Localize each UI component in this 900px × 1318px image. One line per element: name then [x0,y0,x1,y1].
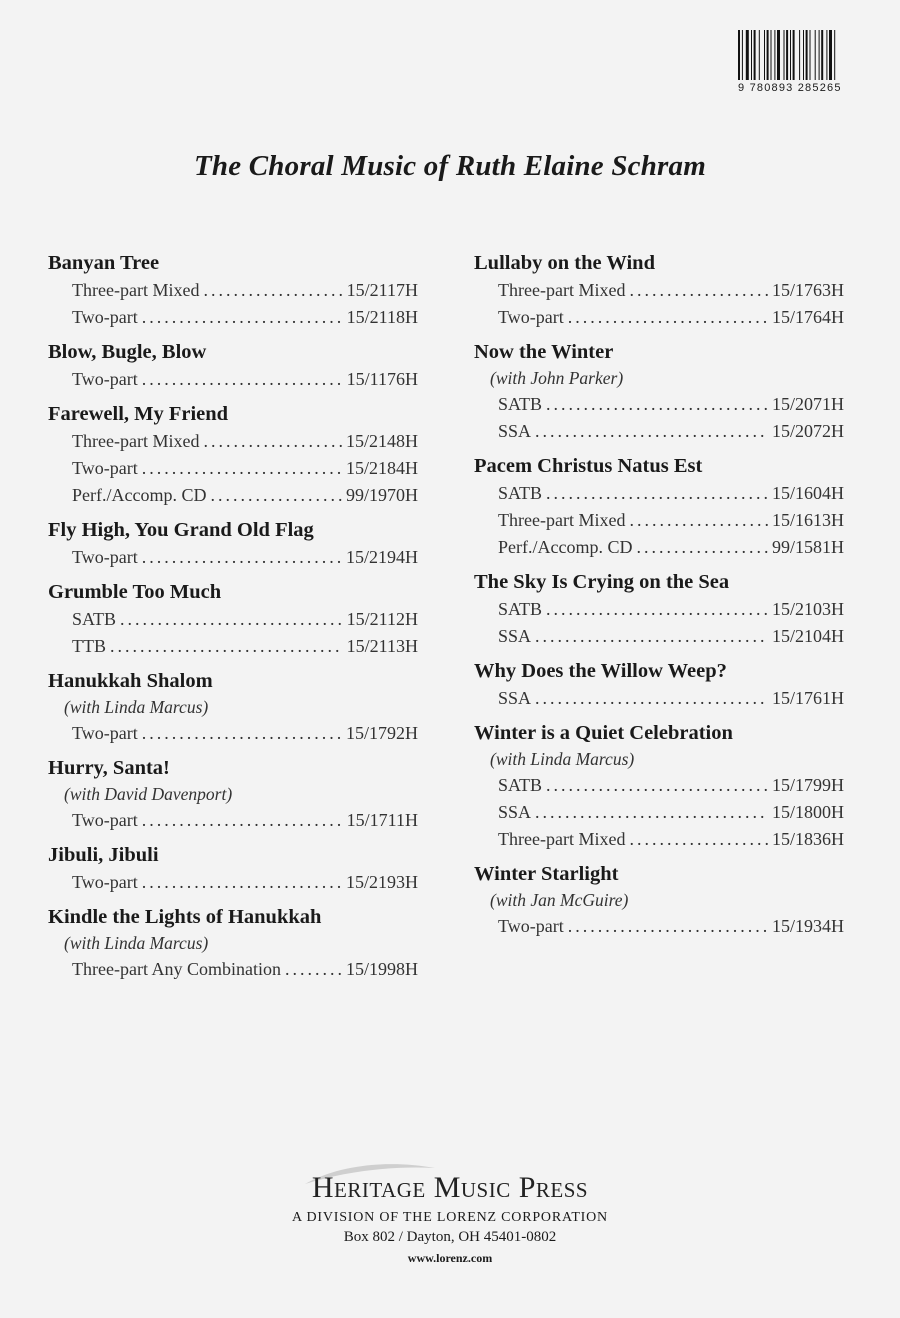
barcode-bar [751,30,752,80]
edition-voicing: Three-part Any Combination [72,959,281,979]
work-title: The Sky Is Crying on the Sea [474,571,730,593]
edition-number: 15/1604H [772,483,844,503]
barcode-bar [815,30,816,80]
publisher-website: www.lorenz.com [407,1251,493,1265]
edition-row [48,366,418,393]
edition-number: 15/1176H [346,369,418,389]
work-collaborator: (with Linda Marcus) [64,697,209,717]
dot-leader [142,455,342,482]
edition-voicing: SSA [498,688,532,708]
work-title: Hurry, Santa! [48,757,170,779]
barcode-bar [784,30,785,80]
catalog-entry [48,904,418,983]
edition-voicing: TTB [72,636,106,656]
catalog-entry [474,569,844,650]
dot-leader [142,869,342,896]
dot-leader [636,534,768,561]
dot-leader [535,799,768,826]
edition-number: 15/1998H [346,959,418,979]
work-title: Pacem Christus Natus Est [474,455,703,477]
edition-number: 15/2113H [346,636,418,656]
barcode-bar [767,30,769,80]
catalog-entry [48,517,418,571]
edition-row [474,277,844,304]
barcode-bar [834,30,835,80]
catalog-column-left [48,250,418,991]
work-title: Jibuli, Jibuli [48,844,159,866]
dot-leader [546,391,768,418]
edition-number: 15/1836H [772,829,844,849]
work-collaborator: (with Linda Marcus) [64,933,209,953]
dot-leader [142,720,342,747]
edition-row [48,807,418,834]
dot-leader [568,304,768,331]
catalog-entry [48,842,418,896]
edition-row [474,480,844,507]
dot-leader [142,304,343,331]
barcode-bar [790,30,791,80]
work-title: Why Does the Willow Weep? [474,660,727,682]
dot-leader [142,544,342,571]
edition-voicing: Two-part [72,723,138,743]
barcode-bar [806,30,808,80]
edition-number: 15/2148H [346,431,418,451]
barcode-bar [821,30,823,80]
edition-voicing: Three-part Mixed [72,431,200,451]
edition-voicing: Two-part [72,810,138,830]
edition-voicing: Two-part [72,458,138,478]
work-collaborator: (with David Davenport) [64,784,233,804]
dot-leader [210,482,342,509]
edition-row [474,623,844,650]
work-title: Blow, Bugle, Blow [48,341,207,363]
work-title: Lullaby on the Wind [474,252,655,274]
catalog-entry [474,453,844,561]
dot-leader [120,606,343,633]
barcode-bar [799,30,800,80]
edition-number: 15/1792H [346,723,418,743]
dot-leader [629,507,768,534]
edition-row [48,304,418,331]
edition-row [474,534,844,561]
edition-number: 15/2072H [772,421,844,441]
edition-voicing: Two-part [72,369,138,389]
edition-row [48,956,418,983]
edition-number: 15/1799H [772,775,844,795]
catalog-entry [474,720,844,853]
edition-voicing: Two-part [498,307,564,327]
work-title: Kindle the Lights of Hanukkah [48,906,322,928]
dot-leader [285,956,342,983]
barcode-bar [826,30,827,80]
edition-voicing: SSA [498,626,532,646]
work-title: Now the Winter [474,341,614,363]
edition-row [474,685,844,712]
edition-number: 15/1934H [772,916,844,936]
barcode-bars [738,30,868,80]
catalog-entry [48,668,418,747]
edition-row [474,304,844,331]
work-title: Winter Starlight [474,863,619,885]
edition-voicing: Three-part Mixed [498,829,626,849]
barcode-bar [793,30,795,80]
edition-row [48,633,418,660]
edition-number: 15/1763H [772,280,844,300]
catalog-entry [474,658,844,712]
work-title: Grumble Too Much [48,581,222,603]
dot-leader [535,418,768,445]
barcode-bar [738,30,740,80]
edition-voicing: SATB [498,775,543,795]
publisher-block [0,1168,900,1269]
catalog-column-right [474,250,844,948]
catalog-entry [48,250,418,331]
catalog-entry [474,339,844,445]
edition-row [48,277,418,304]
edition-row [474,507,844,534]
edition-voicing: SATB [72,609,117,629]
edition-number: 15/1761H [772,688,844,708]
edition-number: 15/2118H [346,307,418,327]
edition-voicing: SSA [498,802,532,822]
edition-number: 15/2117H [346,280,418,300]
work-title: Hanukkah Shalom [48,670,213,692]
edition-row [48,428,418,455]
edition-voicing: Three-part Mixed [498,510,626,530]
publisher-address: Box 802 / Dayton, OH 45401-0802 [343,1229,557,1245]
barcode-bar [764,30,765,80]
catalog-entry [48,339,418,393]
edition-number: 15/2193H [346,872,418,892]
edition-voicing: Three-part Mixed [72,280,200,300]
barcode-bar [759,30,760,80]
edition-voicing: SSA [498,421,532,441]
publisher-name: Heritage Music Press [311,1171,589,1204]
barcode-bar [810,30,811,80]
barcode-bar [777,30,780,80]
edition-voicing: Two-part [498,916,564,936]
edition-voicing: Perf./Accomp. CD [72,485,207,505]
edition-number: 15/1711H [346,810,418,830]
dot-leader [546,596,768,623]
work-collaborator: (with John Parker) [490,368,624,388]
dot-leader [535,685,768,712]
edition-number: 15/2103H [772,599,844,619]
catalog-entry [48,401,418,509]
edition-voicing: Two-part [72,872,138,892]
edition-number: 99/1581H [772,537,844,557]
edition-row [48,482,418,509]
edition-row [474,418,844,445]
edition-number: 15/1764H [772,307,844,327]
edition-voicing: SATB [498,599,543,619]
edition-voicing: Two-part [72,307,138,327]
edition-row [48,606,418,633]
edition-voicing: SATB [498,483,543,503]
edition-row [474,913,844,940]
catalog-entry [474,250,844,331]
edition-row [48,455,418,482]
barcode-bar [742,30,743,80]
dot-leader [142,366,343,393]
publisher-division: A DIVISION OF THE LORENZ CORPORATION [292,1210,608,1225]
barcode-bar [803,30,804,80]
dot-leader [546,480,768,507]
page-title: The Choral Music of Ruth Elaine Schram [194,150,706,182]
edition-number: 99/1970H [346,485,418,505]
edition-row [474,826,844,853]
edition-row [48,869,418,896]
edition-row [48,720,418,747]
edition-voicing: Perf./Accomp. CD [498,537,633,557]
edition-row [474,596,844,623]
barcode-bar [771,30,772,80]
work-title: Banyan Tree [48,252,160,274]
dot-leader [142,807,343,834]
edition-number: 15/1613H [772,510,844,530]
dot-leader [203,428,342,455]
edition-voicing: Two-part [72,547,138,567]
edition-row [474,391,844,418]
edition-number: 15/2112H [346,609,418,629]
barcode-bar [754,30,756,80]
edition-number: 15/2184H [346,458,418,478]
work-title: Fly High, You Grand Old Flag [48,519,314,541]
edition-number: 15/2071H [772,394,844,414]
work-collaborator: (with Linda Marcus) [490,749,635,769]
edition-number: 15/2194H [346,547,418,567]
edition-number: 15/2104H [772,626,844,646]
edition-voicing: SATB [498,394,543,414]
catalog-entry [48,755,418,834]
dot-leader [629,277,768,304]
barcode-bar [786,30,788,80]
barcode-bar [774,30,775,80]
dot-leader [110,633,343,660]
work-collaborator: (with Jan McGuire) [490,890,629,910]
catalog-entry [48,579,418,660]
edition-row [48,544,418,571]
edition-number: 15/1800H [772,802,844,822]
work-title: Farewell, My Friend [48,403,229,425]
barcode-bar [746,30,749,80]
dot-leader [203,277,342,304]
barcode-bar [829,30,832,80]
dot-leader [629,826,768,853]
edition-voicing: Three-part Mixed [498,280,626,300]
catalog-entry [474,861,844,940]
work-title: Winter is a Quiet Celebration [474,722,733,744]
dot-leader [546,772,768,799]
edition-row [474,799,844,826]
dot-leader [535,623,768,650]
dot-leader [568,913,768,940]
edition-row [474,772,844,799]
barcode-digits: 9 780893 285265 [738,82,842,94]
isbn-barcode [738,30,868,96]
barcode-bar [819,30,820,80]
